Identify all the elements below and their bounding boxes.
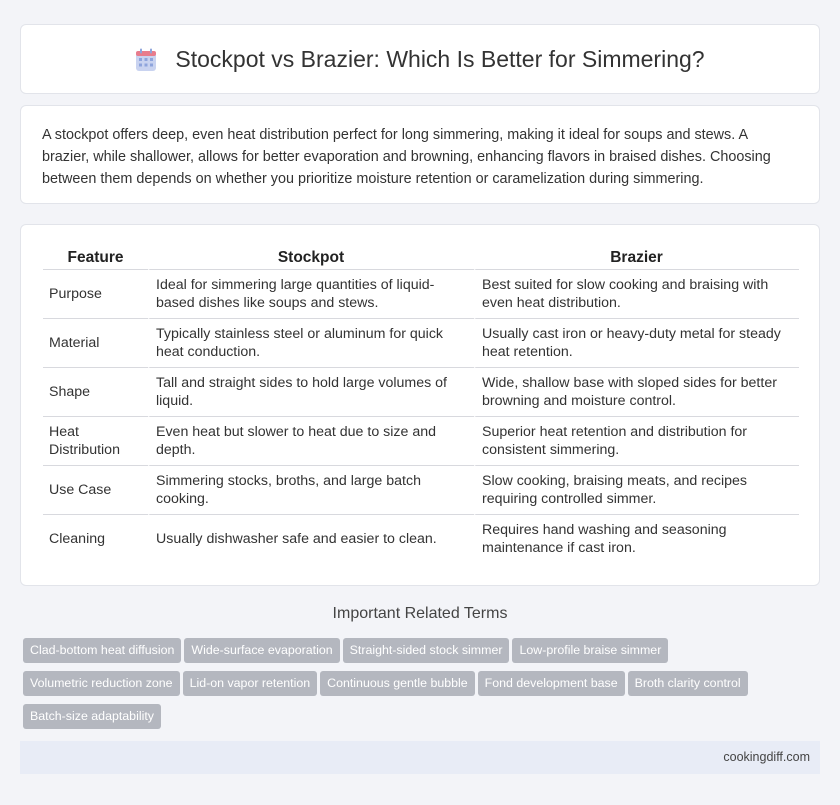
row-feature: Shape (43, 367, 148, 416)
related-term-tag[interactable]: Volumetric reduction zone (23, 671, 180, 696)
page-header (20, 24, 820, 94)
footer-site-link[interactable]: cookingdiff.com (723, 750, 810, 764)
row-brazier: Wide, shallow base with sloped sides for better browning and moisture control. (474, 367, 799, 416)
row-brazier: Requires hand washing and seasoning maintenance if cast iron. (474, 514, 799, 563)
related-terms-list (23, 638, 823, 737)
table-row (43, 514, 799, 563)
related-term-tag[interactable]: Wide-surface evaporation (184, 638, 339, 663)
comparison-table-card (20, 224, 820, 586)
row-stockpot: Usually dishwasher safe and easier to clean. (148, 514, 474, 563)
related-term-tag[interactable]: Lid-on vapor retention (183, 671, 318, 696)
table-row (43, 465, 799, 514)
row-brazier: Best suited for slow cooking and braising with even heat distribution. (474, 269, 799, 318)
intro-text: A stockpot offers deep, even heat distribution perfect for long simmering, making it ideal for soups and stews. A brazier, while shallower, allows for better evaporation and browning, enhancing flavors in braised dishes. Choosing between them depends on whether you prioritize moisture retention or caramelization during simmering. (42, 127, 771, 187)
related-term-tag[interactable]: Low-profile braise simmer (512, 638, 668, 663)
row-stockpot: Even heat but slower to heat due to size and depth. (148, 416, 474, 465)
row-brazier: Slow cooking, braising meats, and recipes requiring controlled simmer. (474, 465, 799, 514)
row-brazier: Usually cast iron or heavy-duty metal for steady heat retention. (474, 318, 799, 367)
row-feature: Material (43, 318, 148, 367)
table-row (43, 367, 799, 416)
header-stockpot: Stockpot (277, 249, 345, 266)
related-terms-title: Important Related Terms (332, 605, 508, 622)
row-brazier: Superior heat retention and distribution for consistent simmering. (474, 416, 799, 465)
row-stockpot: Simmering stocks, broths, and large batch cooking. (148, 465, 474, 514)
header-brazier: Brazier (610, 249, 663, 266)
table-header-row (43, 245, 799, 269)
table-row (43, 269, 799, 318)
intro-card (20, 105, 820, 204)
footer (20, 741, 820, 774)
row-stockpot: Typically stainless steel or aluminum for quick heat conduction. (148, 318, 474, 367)
row-feature: Cleaning (43, 514, 148, 563)
comparison-table (43, 245, 799, 563)
table-row (43, 416, 799, 465)
related-term-tag[interactable]: Straight-sided stock simmer (343, 638, 510, 663)
row-stockpot: Ideal for simmering large quantities of liquid-based dishes like soups and stews. (148, 269, 474, 318)
header-feature: Feature (67, 249, 124, 266)
related-term-tag[interactable]: Clad-bottom heat diffusion (23, 638, 181, 663)
row-feature: Heat Distribution (43, 416, 148, 465)
row-feature: Purpose (43, 269, 148, 318)
related-term-tag[interactable]: Fond development base (478, 671, 625, 696)
related-term-tag[interactable]: Batch-size adaptability (23, 704, 161, 729)
row-stockpot: Tall and straight sides to hold large volumes of liquid. (148, 367, 474, 416)
calendar-grid-icon (135, 48, 157, 70)
table-row (43, 318, 799, 367)
related-term-tag[interactable]: Broth clarity control (628, 671, 748, 696)
row-feature: Use Case (43, 465, 148, 514)
related-term-tag[interactable]: Continuous gentle bubble (320, 671, 475, 696)
page-title: Stockpot vs Brazier: Which Is Better for Simmering? (175, 45, 705, 72)
